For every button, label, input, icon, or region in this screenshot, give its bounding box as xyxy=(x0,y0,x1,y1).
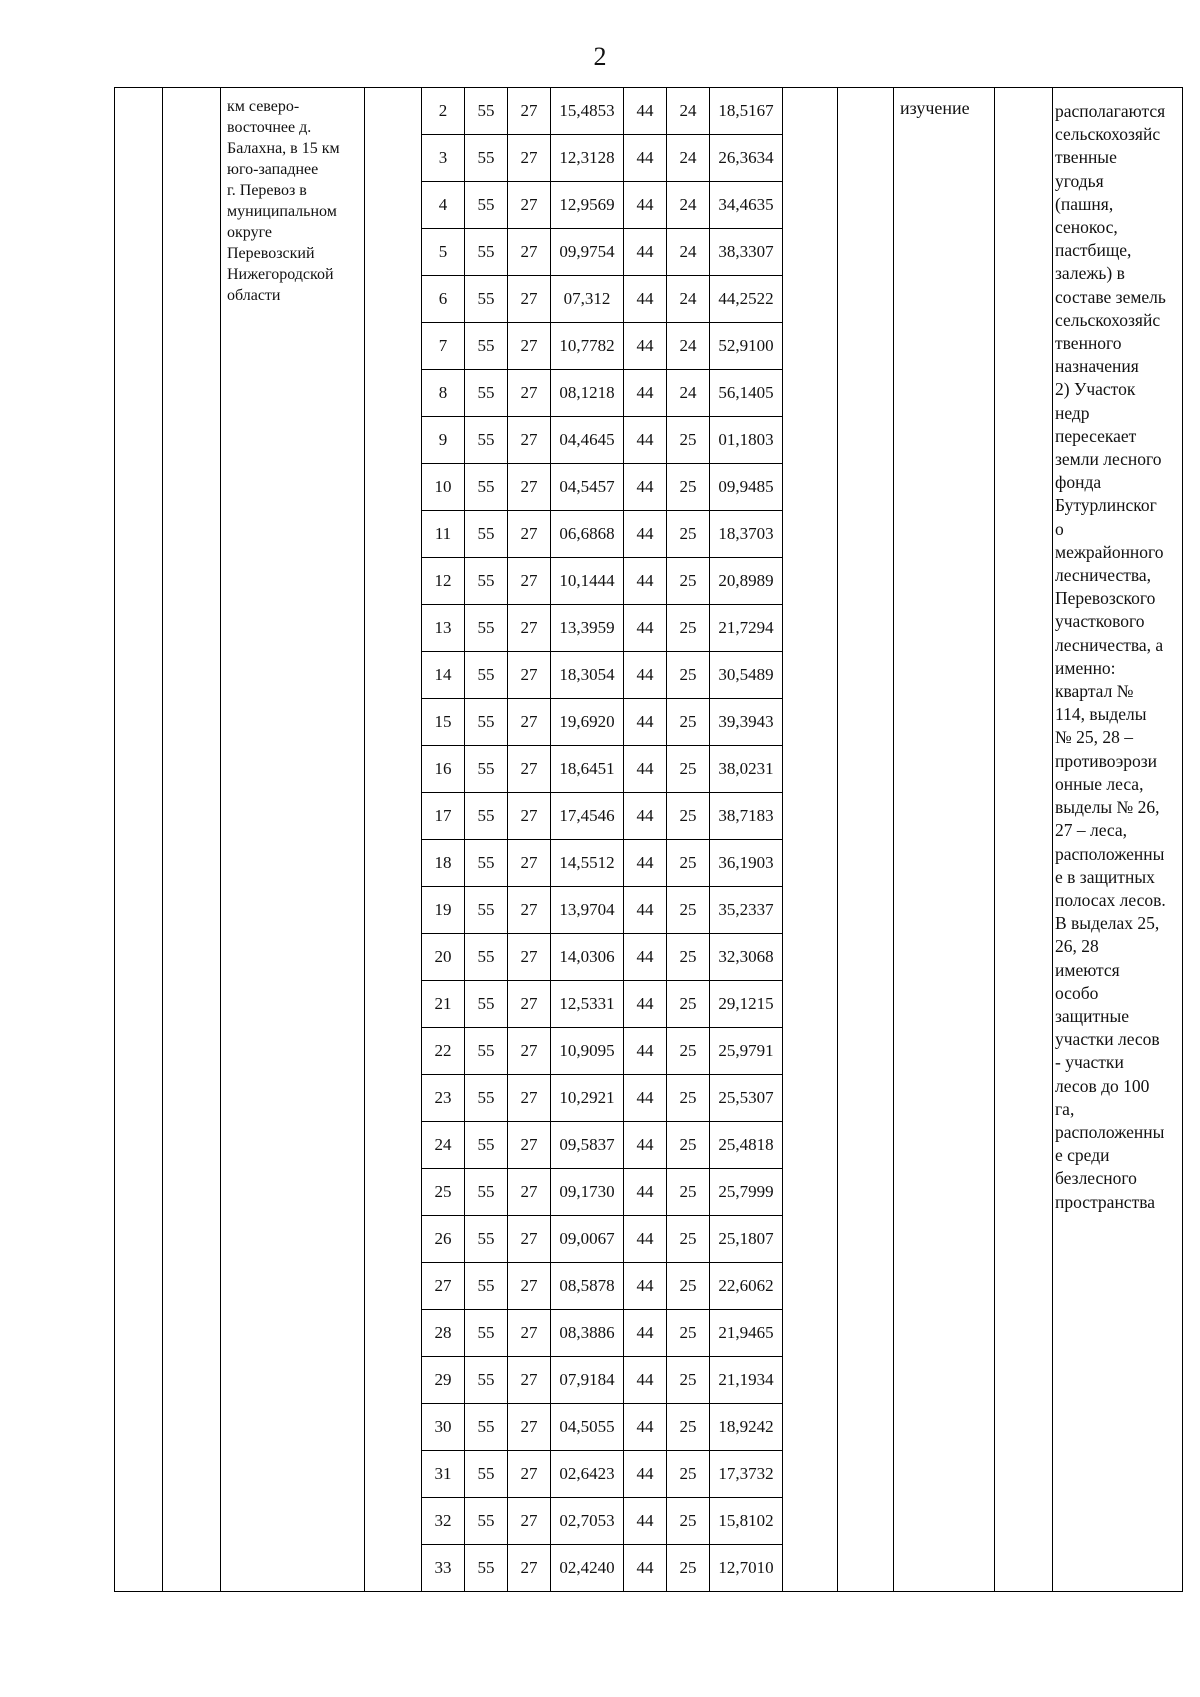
notes-text-line: пересекает xyxy=(1055,425,1137,446)
location-cell xyxy=(221,88,365,1592)
lon-minutes: 25 xyxy=(667,887,710,934)
lon-seconds: 52,9100 xyxy=(710,323,783,370)
lat-degrees: 55 xyxy=(465,135,508,182)
lon-minutes: 24 xyxy=(667,276,710,323)
lat-degrees: 55 xyxy=(465,840,508,887)
lat-degrees: 55 xyxy=(465,88,508,135)
empty-cell-2 xyxy=(838,88,894,1592)
lat-minutes: 27 xyxy=(508,605,551,652)
lon-minutes: 25 xyxy=(667,840,710,887)
lat-seconds: 08,3886 xyxy=(551,1310,624,1357)
lon-seconds: 20,8989 xyxy=(710,558,783,605)
lat-minutes: 27 xyxy=(508,464,551,511)
lat-degrees: 55 xyxy=(465,1404,508,1451)
location-text-line: юго-западнее xyxy=(227,161,319,178)
empty-cell-1 xyxy=(783,88,838,1592)
lon-seconds: 38,3307 xyxy=(710,229,783,276)
lat-seconds: 09,0067 xyxy=(551,1216,624,1263)
lat-minutes: 27 xyxy=(508,1122,551,1169)
lat-minutes: 27 xyxy=(508,276,551,323)
lon-minutes: 25 xyxy=(667,605,710,652)
point-number: 20 xyxy=(422,934,465,981)
lon-degrees: 44 xyxy=(624,182,667,229)
location-text-line: восточнее д. xyxy=(227,119,312,136)
notes-text-line: лесничества, xyxy=(1055,565,1152,586)
notes-text-line: твенные xyxy=(1055,147,1117,168)
lon-minutes: 25 xyxy=(667,464,710,511)
lon-minutes: 24 xyxy=(667,370,710,417)
lat-minutes: 27 xyxy=(508,182,551,229)
point-number: 23 xyxy=(422,1075,465,1122)
lat-minutes: 27 xyxy=(508,1310,551,1357)
lon-minutes: 25 xyxy=(667,1545,710,1592)
lon-seconds: 18,9242 xyxy=(710,1404,783,1451)
table-body xyxy=(115,88,1183,1592)
lon-seconds: 30,5489 xyxy=(710,652,783,699)
lon-minutes: 24 xyxy=(667,229,710,276)
notes-text xyxy=(1053,88,1182,1214)
lat-seconds: 06,6868 xyxy=(551,511,624,558)
point-number: 8 xyxy=(422,370,465,417)
lon-degrees: 44 xyxy=(624,417,667,464)
notes-text-line: 114, выделы xyxy=(1055,704,1147,725)
lon-seconds: 38,7183 xyxy=(710,793,783,840)
lat-seconds: 13,3959 xyxy=(551,605,624,652)
point-number: 25 xyxy=(422,1169,465,1216)
lat-seconds: 10,7782 xyxy=(551,323,624,370)
lat-degrees: 55 xyxy=(465,1216,508,1263)
point-number: 33 xyxy=(422,1545,465,1592)
lon-seconds: 01,1803 xyxy=(710,417,783,464)
lat-degrees: 55 xyxy=(465,981,508,1028)
lon-minutes: 25 xyxy=(667,1404,710,1451)
lat-seconds: 02,6423 xyxy=(551,1451,624,1498)
lon-minutes: 25 xyxy=(667,417,710,464)
point-number: 3 xyxy=(422,135,465,182)
notes-text-line: 26, 28 xyxy=(1055,936,1099,957)
lon-seconds: 38,0231 xyxy=(710,746,783,793)
lat-minutes: 27 xyxy=(508,558,551,605)
notes-text-line: Бутурлинског xyxy=(1055,495,1157,516)
lat-degrees: 55 xyxy=(465,229,508,276)
notes-text-line: фонда xyxy=(1055,472,1102,493)
lon-degrees: 44 xyxy=(624,229,667,276)
notes-text-line: твенного xyxy=(1055,333,1122,354)
lon-degrees: 44 xyxy=(624,1498,667,1545)
lat-minutes: 27 xyxy=(508,981,551,1028)
point-number: 16 xyxy=(422,746,465,793)
notes-text-line: квартал № xyxy=(1055,681,1134,702)
lon-degrees: 44 xyxy=(624,699,667,746)
lat-minutes: 27 xyxy=(508,135,551,182)
lat-degrees: 55 xyxy=(465,887,508,934)
lat-minutes: 27 xyxy=(508,417,551,464)
lat-degrees: 55 xyxy=(465,1310,508,1357)
lon-degrees: 44 xyxy=(624,1028,667,1075)
lon-seconds: 26,3634 xyxy=(710,135,783,182)
point-number: 30 xyxy=(422,1404,465,1451)
lat-seconds: 10,1444 xyxy=(551,558,624,605)
lat-minutes: 27 xyxy=(508,1169,551,1216)
page-number: 2 xyxy=(593,42,607,71)
area-cell xyxy=(365,88,422,1592)
lat-seconds: 08,5878 xyxy=(551,1263,624,1310)
lon-degrees: 44 xyxy=(624,1310,667,1357)
lat-seconds: 10,2921 xyxy=(551,1075,624,1122)
notes-text-line: 27 – леса, xyxy=(1055,820,1128,841)
purpose-cell xyxy=(894,88,995,1592)
lon-seconds: 35,2337 xyxy=(710,887,783,934)
lon-minutes: 25 xyxy=(667,1310,710,1357)
lon-degrees: 44 xyxy=(624,1216,667,1263)
lat-minutes: 27 xyxy=(508,699,551,746)
point-number: 15 xyxy=(422,699,465,746)
lon-seconds: 21,1934 xyxy=(710,1357,783,1404)
lon-degrees: 44 xyxy=(624,1169,667,1216)
point-number: 13 xyxy=(422,605,465,652)
point-number: 22 xyxy=(422,1028,465,1075)
lat-minutes: 27 xyxy=(508,370,551,417)
point-number: 9 xyxy=(422,417,465,464)
notes-text-line: лесничества, а xyxy=(1055,634,1164,655)
lat-minutes: 27 xyxy=(508,793,551,840)
lat-seconds: 07,9184 xyxy=(551,1357,624,1404)
point-number: 31 xyxy=(422,1451,465,1498)
notes-text-line: располагаются xyxy=(1055,101,1166,121)
lon-minutes: 25 xyxy=(667,1122,710,1169)
lat-minutes: 27 xyxy=(508,840,551,887)
notes-text-line: расположенны xyxy=(1055,843,1165,864)
lat-degrees: 55 xyxy=(465,1451,508,1498)
lat-seconds: 15,4853 xyxy=(551,88,624,135)
lon-degrees: 44 xyxy=(624,323,667,370)
lon-seconds: 39,3943 xyxy=(710,699,783,746)
lon-minutes: 24 xyxy=(667,135,710,182)
lat-degrees: 55 xyxy=(465,370,508,417)
lon-seconds: 09,9485 xyxy=(710,464,783,511)
lat-degrees: 55 xyxy=(465,1028,508,1075)
lat-seconds: 13,9704 xyxy=(551,887,624,934)
lon-minutes: 25 xyxy=(667,652,710,699)
point-number: 10 xyxy=(422,464,465,511)
lon-degrees: 44 xyxy=(624,1357,667,1404)
lat-seconds: 12,9569 xyxy=(551,182,624,229)
lat-degrees: 55 xyxy=(465,182,508,229)
lon-seconds: 25,9791 xyxy=(710,1028,783,1075)
lat-minutes: 27 xyxy=(508,652,551,699)
lon-degrees: 44 xyxy=(624,1263,667,1310)
location-text-line: г. Перевоз в xyxy=(227,182,307,199)
lon-seconds: 15,8102 xyxy=(710,1498,783,1545)
lon-degrees: 44 xyxy=(624,840,667,887)
lon-degrees: 44 xyxy=(624,135,667,182)
notes-text-line: (пашня, xyxy=(1055,193,1114,214)
notes-text-line: е среди xyxy=(1055,1145,1110,1166)
lon-degrees: 44 xyxy=(624,934,667,981)
lat-seconds: 14,0306 xyxy=(551,934,624,981)
lat-degrees: 55 xyxy=(465,417,508,464)
lat-minutes: 27 xyxy=(508,934,551,981)
lon-degrees: 44 xyxy=(624,1545,667,1592)
point-number: 12 xyxy=(422,558,465,605)
lat-seconds: 09,5837 xyxy=(551,1122,624,1169)
point-number: 2 xyxy=(422,88,465,135)
lat-seconds: 07,312 xyxy=(551,276,624,323)
point-number: 17 xyxy=(422,793,465,840)
notes-text-line: сельскохозяйс xyxy=(1055,309,1161,330)
lat-seconds: 08,1218 xyxy=(551,370,624,417)
notes-text-line: безлесного xyxy=(1055,1168,1137,1189)
notes-text-line: особо xyxy=(1055,982,1099,1003)
notes-text-line: сельскохозяйс xyxy=(1055,124,1161,145)
lat-degrees: 55 xyxy=(465,1122,508,1169)
lon-seconds: 25,7999 xyxy=(710,1169,783,1216)
lat-minutes: 27 xyxy=(508,323,551,370)
notes-text-line: пастбище, xyxy=(1055,240,1132,261)
lon-minutes: 25 xyxy=(667,1075,710,1122)
notes-cell xyxy=(1053,88,1183,1592)
lat-seconds: 14,5512 xyxy=(551,840,624,887)
lon-degrees: 44 xyxy=(624,605,667,652)
lon-seconds: 17,3732 xyxy=(710,1451,783,1498)
lat-minutes: 27 xyxy=(508,229,551,276)
lat-degrees: 55 xyxy=(465,1169,508,1216)
lon-minutes: 25 xyxy=(667,511,710,558)
lon-minutes: 25 xyxy=(667,1028,710,1075)
notes-text-line: о xyxy=(1055,518,1064,539)
point-number: 4 xyxy=(422,182,465,229)
notes-text-line: земли лесного xyxy=(1055,449,1162,470)
location-text xyxy=(221,88,364,306)
lat-degrees: 55 xyxy=(465,652,508,699)
location-text-line: Нижегородской xyxy=(227,266,334,283)
lat-seconds: 04,5457 xyxy=(551,464,624,511)
lat-minutes: 27 xyxy=(508,1263,551,1310)
notes-text-line: недр xyxy=(1055,402,1090,423)
notes-text-line: пространства xyxy=(1055,1191,1156,1212)
lon-seconds: 22,6062 xyxy=(710,1263,783,1310)
lon-minutes: 25 xyxy=(667,699,710,746)
table-row xyxy=(115,88,1183,135)
notes-text-line: участкового xyxy=(1055,611,1145,632)
point-number: 28 xyxy=(422,1310,465,1357)
lat-minutes: 27 xyxy=(508,1404,551,1451)
point-number: 18 xyxy=(422,840,465,887)
lat-seconds: 19,6920 xyxy=(551,699,624,746)
lat-degrees: 55 xyxy=(465,699,508,746)
lon-degrees: 44 xyxy=(624,88,667,135)
lon-seconds: 12,7010 xyxy=(710,1545,783,1592)
notes-text-line: именно: xyxy=(1055,657,1116,678)
notes-text-line: участки лесов xyxy=(1055,1029,1160,1050)
licensing-table xyxy=(114,87,1183,1592)
lon-degrees: 44 xyxy=(624,464,667,511)
lon-seconds: 25,1807 xyxy=(710,1216,783,1263)
lon-minutes: 24 xyxy=(667,88,710,135)
lon-minutes: 25 xyxy=(667,1216,710,1263)
lat-minutes: 27 xyxy=(508,1028,551,1075)
lat-degrees: 55 xyxy=(465,558,508,605)
lon-seconds: 34,4635 xyxy=(710,182,783,229)
lat-degrees: 55 xyxy=(465,323,508,370)
point-number: 19 xyxy=(422,887,465,934)
lat-degrees: 55 xyxy=(465,1545,508,1592)
lon-minutes: 25 xyxy=(667,793,710,840)
lat-degrees: 55 xyxy=(465,511,508,558)
lat-seconds: 10,9095 xyxy=(551,1028,624,1075)
notes-text-line: залежь) в xyxy=(1055,263,1125,284)
lon-degrees: 44 xyxy=(624,652,667,699)
notes-text-line: полосах лесов. xyxy=(1055,889,1166,910)
location-text-line: км северо- xyxy=(227,98,300,115)
lat-minutes: 27 xyxy=(508,746,551,793)
lat-minutes: 27 xyxy=(508,1545,551,1592)
lon-seconds: 32,3068 xyxy=(710,934,783,981)
lat-seconds: 09,9754 xyxy=(551,229,624,276)
lat-seconds: 12,3128 xyxy=(551,135,624,182)
lon-seconds: 21,7294 xyxy=(710,605,783,652)
lon-degrees: 44 xyxy=(624,887,667,934)
lon-degrees: 44 xyxy=(624,793,667,840)
lat-minutes: 27 xyxy=(508,1498,551,1545)
location-text-line: области xyxy=(227,287,281,304)
lon-minutes: 25 xyxy=(667,1357,710,1404)
index-cell xyxy=(115,88,163,1592)
lon-degrees: 44 xyxy=(624,370,667,417)
notes-text-line: расположенны xyxy=(1055,1121,1165,1142)
lon-degrees: 44 xyxy=(624,1451,667,1498)
lat-seconds: 02,7053 xyxy=(551,1498,624,1545)
lat-degrees: 55 xyxy=(465,934,508,981)
lat-minutes: 27 xyxy=(508,1216,551,1263)
lon-seconds: 18,3703 xyxy=(710,511,783,558)
lon-minutes: 24 xyxy=(667,182,710,229)
notes-text-line: е в защитных xyxy=(1055,866,1155,887)
lat-degrees: 55 xyxy=(465,1263,508,1310)
point-number: 11 xyxy=(422,511,465,558)
notes-text-line: составе земель xyxy=(1055,286,1166,307)
lat-seconds: 12,5331 xyxy=(551,981,624,1028)
lon-seconds: 25,4818 xyxy=(710,1122,783,1169)
notes-text-line: выделы № 26, xyxy=(1055,797,1160,818)
lon-degrees: 44 xyxy=(624,1404,667,1451)
lon-degrees: 44 xyxy=(624,981,667,1028)
lat-degrees: 55 xyxy=(465,746,508,793)
location-text-line: муниципальном xyxy=(227,203,337,220)
notes-text-line: угодья xyxy=(1055,170,1104,191)
location-text-line: округе xyxy=(227,224,273,241)
location-text-line: Перевозский xyxy=(227,245,315,262)
notes-text-line: 2) Участок xyxy=(1055,379,1136,400)
lat-degrees: 55 xyxy=(465,1498,508,1545)
notes-text-line: противоэрози xyxy=(1055,750,1158,771)
lon-minutes: 25 xyxy=(667,746,710,793)
location-text-line: Балахна, в 15 км xyxy=(227,140,340,157)
point-number: 29 xyxy=(422,1357,465,1404)
notes-text-line: - участки xyxy=(1055,1052,1124,1073)
lon-degrees: 44 xyxy=(624,558,667,605)
lat-degrees: 55 xyxy=(465,1357,508,1404)
lon-degrees: 44 xyxy=(624,746,667,793)
lat-degrees: 55 xyxy=(465,1075,508,1122)
lat-seconds: 17,4546 xyxy=(551,793,624,840)
lon-minutes: 25 xyxy=(667,981,710,1028)
notes-text-line: сенокос, xyxy=(1055,217,1118,238)
lon-minutes: 25 xyxy=(667,1451,710,1498)
lon-degrees: 44 xyxy=(624,276,667,323)
lon-seconds: 56,1405 xyxy=(710,370,783,417)
purpose-text: изучение xyxy=(900,98,970,118)
empty-cell-3 xyxy=(995,88,1053,1592)
point-number: 21 xyxy=(422,981,465,1028)
point-number: 6 xyxy=(422,276,465,323)
lat-minutes: 27 xyxy=(508,1357,551,1404)
lat-degrees: 55 xyxy=(465,464,508,511)
lon-degrees: 44 xyxy=(624,1075,667,1122)
lat-degrees: 55 xyxy=(465,793,508,840)
lon-minutes: 25 xyxy=(667,1169,710,1216)
notes-text-line: онные леса, xyxy=(1055,773,1144,794)
type-cell xyxy=(163,88,221,1592)
lat-minutes: 27 xyxy=(508,88,551,135)
lat-seconds: 18,3054 xyxy=(551,652,624,699)
lon-seconds: 21,9465 xyxy=(710,1310,783,1357)
point-number: 14 xyxy=(422,652,465,699)
lon-seconds: 36,1903 xyxy=(710,840,783,887)
lat-seconds: 18,6451 xyxy=(551,746,624,793)
notes-text-line: га, xyxy=(1055,1098,1075,1119)
point-number: 27 xyxy=(422,1263,465,1310)
lon-minutes: 24 xyxy=(667,323,710,370)
lat-degrees: 55 xyxy=(465,605,508,652)
lat-minutes: 27 xyxy=(508,1451,551,1498)
point-number: 32 xyxy=(422,1498,465,1545)
lon-seconds: 25,5307 xyxy=(710,1075,783,1122)
lat-minutes: 27 xyxy=(508,1075,551,1122)
lat-seconds: 04,4645 xyxy=(551,417,624,464)
lat-seconds: 09,1730 xyxy=(551,1169,624,1216)
lat-degrees: 55 xyxy=(465,276,508,323)
notes-text-line: лесов до 100 xyxy=(1055,1075,1150,1096)
lon-seconds: 29,1215 xyxy=(710,981,783,1028)
lat-minutes: 27 xyxy=(508,887,551,934)
point-number: 26 xyxy=(422,1216,465,1263)
point-number: 7 xyxy=(422,323,465,370)
lon-degrees: 44 xyxy=(624,511,667,558)
notes-text-line: № 25, 28 – xyxy=(1055,727,1133,748)
lon-minutes: 25 xyxy=(667,934,710,981)
notes-text-line: В выделах 25, xyxy=(1055,913,1160,934)
lon-minutes: 25 xyxy=(667,558,710,605)
notes-text-line: межрайонного xyxy=(1055,541,1164,562)
lon-degrees: 44 xyxy=(624,1122,667,1169)
lon-minutes: 25 xyxy=(667,1498,710,1545)
lon-minutes: 25 xyxy=(667,1263,710,1310)
notes-text-line: защитные xyxy=(1055,1005,1130,1026)
lon-seconds: 44,2522 xyxy=(710,276,783,323)
notes-text-line: Перевозского xyxy=(1055,588,1156,609)
lat-minutes: 27 xyxy=(508,511,551,558)
lat-seconds: 04,5055 xyxy=(551,1404,624,1451)
point-number: 24 xyxy=(422,1122,465,1169)
lon-seconds: 18,5167 xyxy=(710,88,783,135)
notes-text-line: назначения xyxy=(1055,356,1139,377)
point-number: 5 xyxy=(422,229,465,276)
lat-seconds: 02,4240 xyxy=(551,1545,624,1592)
notes-text-line: имеются xyxy=(1055,959,1120,980)
